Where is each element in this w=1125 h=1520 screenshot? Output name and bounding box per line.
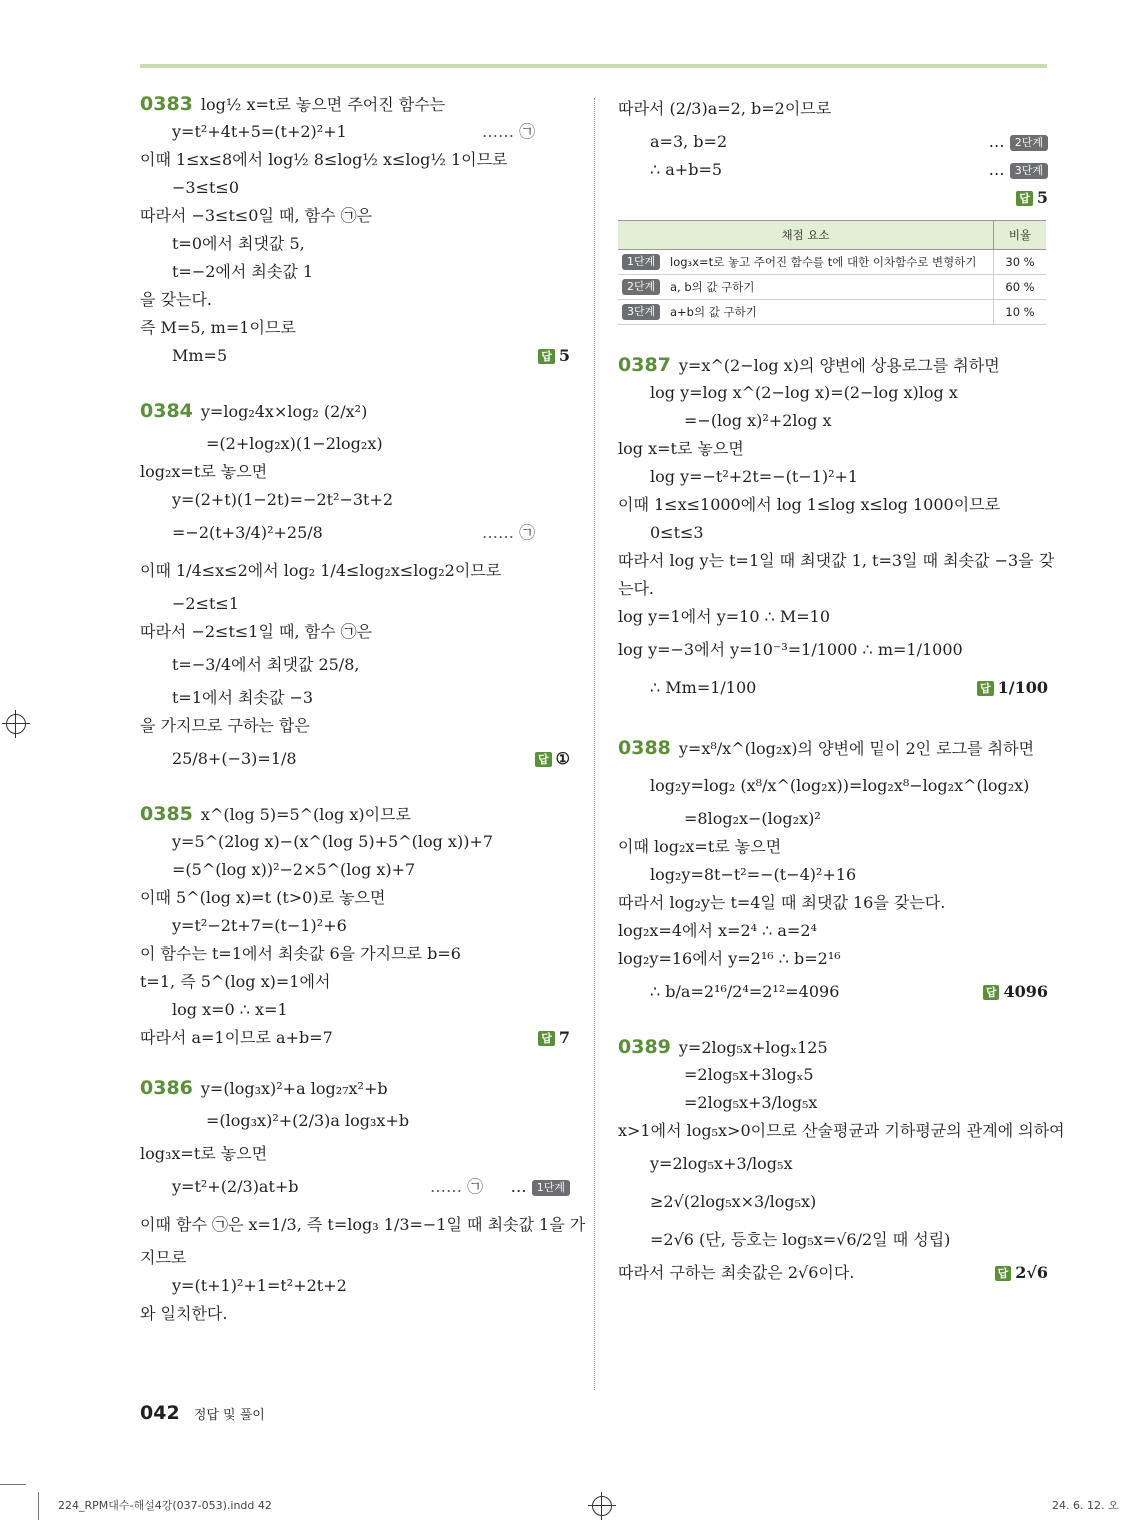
problem-0383-line: 따라서 −3≤t≤0일 때, 함수 ㉠은 <box>140 206 373 225</box>
problem-0384-line: t=1에서 최솟값 −3 <box>172 688 314 707</box>
problem-0384-line: y=(2+t)(1−2t)=−2t²−3t+2 <box>172 490 394 509</box>
scoring-desc: log₃x=t로 놓고 주어진 함수를 t에 대한 이차함수로 변형하기 <box>666 250 994 275</box>
problem-0389-line: x>1에서 log₅x>0이므로 산술평균과 기하평균의 관계에 의하여 <box>618 1121 1065 1140</box>
problem-0384-line: 따라서 −2≤t≤1일 때, 함수 ㉠은 <box>140 622 373 641</box>
page-number: 042 <box>140 1402 180 1424</box>
problem-0388-line: log₂x=4에서 x=2⁴ ∴ a=2⁴ <box>618 921 817 940</box>
problem-0389-line: ≥2√(2log₅x×3/log₅x) <box>650 1192 817 1211</box>
problem-0385-line: t=1, 즉 5^(log x)=1에서 <box>140 972 331 991</box>
answer-mark: 답 2√6 <box>995 1259 1048 1287</box>
problem-0386-line: 이때 함수 ㉠은 x=1/3, 즉 t=log₃ 1/3=−1일 때 최솟값 1을 가 <box>140 1215 586 1234</box>
equation-marker: …… ㉠ <box>482 122 536 141</box>
problem-0387-line: =−(log x)²+2log x <box>684 411 832 430</box>
problem-0385-line: y=t²−2t+7=(t−1)²+6 <box>172 916 347 935</box>
step-tag: 1단계 <box>622 254 660 270</box>
problem-0383-line: Mm=5 답 5 <box>140 342 570 370</box>
problem-number: 0384 <box>140 400 193 422</box>
problem-0387-line: log y=−3에서 y=10⁻³=1/1000 ∴ m=1/1000 <box>618 640 963 659</box>
scoring-row <box>618 250 1046 275</box>
scoring-header-item: 채점 요소 <box>618 221 994 250</box>
problem-0387-line: log y=−t²+2t=−(t−1)²+1 <box>650 467 859 486</box>
problem-0388-line: 0388 y=x⁸/x^(log₂x)의 양변에 밑이 2인 로그를 취하면 <box>618 737 1035 759</box>
problem-0388-line: ∴ b/a=2¹⁶/2⁴=2¹²=4096 답 4096 <box>618 973 1048 1011</box>
problem-number: 0386 <box>140 1077 193 1099</box>
problem-0388-line: log₂y=log₂ (x⁸/x^(log₂x))=log₂x⁸−log₂x^(log₂x) <box>650 776 1030 795</box>
problem-0384-line: −2≤t≤1 <box>172 594 240 613</box>
problem-0386-line: 지므로 <box>140 1248 187 1267</box>
answer-mark: 답 5 <box>1016 184 1048 212</box>
header-rule <box>140 64 1047 68</box>
problem-0385-line: 이 함수는 t=1에서 최솟값 6을 가지므로 b=6 <box>140 944 461 963</box>
problem-number: 0389 <box>618 1036 671 1058</box>
problem-0387-line: 0≤t≤3 <box>650 523 704 542</box>
problem-0387-line: 따라서 log y는 t=1일 때 최댓값 1, t=3일 때 최솟값 −3을 갖 <box>618 551 1055 570</box>
problem-0387-line: log y=log x^(2−log x)=(2−log x)log x <box>650 383 958 402</box>
problem-0385-line: log x=0 ∴ x=1 <box>172 1000 288 1019</box>
problem-0387-line: log x=t로 놓으면 <box>618 439 744 458</box>
scoring-table-header <box>618 221 1046 250</box>
problem-0389-line: y=2log₅x+3/log₅x <box>650 1154 793 1173</box>
crop-mark <box>0 1484 26 1485</box>
left-column <box>140 90 586 1328</box>
problem-number: 0388 <box>618 737 671 759</box>
scoring-header-ratio: 비율 <box>994 221 1047 250</box>
answer-mark: 답 5 <box>538 342 570 370</box>
problem-0388-line: 이때 log₂x=t로 놓으면 <box>618 837 782 856</box>
problem-0386-line: y=t²+(2/3)at+b …… ㉠ … 1단계 <box>140 1168 570 1206</box>
problem-0385-line: 이때 5^(log x)=t (t>0)로 놓으면 <box>140 888 386 907</box>
scoring-ratio: 10 % <box>994 300 1047 325</box>
section-title: 정답 및 풀이 <box>193 1408 265 1423</box>
problem-0385-line: y=5^(2log x)−(x^(log 5)+5^(log x))+7 <box>172 832 494 851</box>
problem-0385-line: 따라서 a=1이므로 a+b=7 답 7 <box>140 1024 570 1052</box>
problem-0388-line: =8log₂x−(log₂x)² <box>684 809 821 828</box>
problem-0385-line: =(5^(log x))²−2×5^(log x)+7 <box>172 860 416 879</box>
problem-0384-line: 을 가지므로 구하는 합은 <box>140 716 310 735</box>
step-tag: … 3단계 <box>989 156 1048 184</box>
crop-mark <box>38 1492 39 1520</box>
problem-0387-line: 이때 1≤x≤1000에서 log 1≤log x≤log 1000이므로 <box>618 495 1001 514</box>
problem-number: 0385 <box>140 803 193 825</box>
problem-number: 0387 <box>618 354 671 376</box>
problem-0385-line: 0385 x^(log 5)=5^(log x)이므로 <box>140 803 412 825</box>
scoring-desc: a+b의 값 구하기 <box>666 300 994 325</box>
problem-0388-line: log₂y=8t−t²=−(t−4)²+16 <box>650 865 857 884</box>
problem-0389-line: 따라서 구하는 최솟값은 2√6이다. 답 2√6 <box>618 1259 1048 1287</box>
problem-0383-line: t=−2에서 최솟값 1 <box>172 262 314 281</box>
problem-0384-line: t=−3/4에서 최댓값 25/8, <box>172 655 360 674</box>
problem-0386-line: y=(t+1)²+1=t²+2t+2 <box>172 1276 347 1295</box>
problem-0383-line: y=t²+4t+5=(t+2)²+1 …… ㉠ <box>140 118 570 146</box>
step-tag: 3단계 <box>622 304 660 320</box>
problem-0387-line: 는다. <box>618 579 654 598</box>
scoring-ratio: 30 % <box>994 250 1047 275</box>
answer-mark: 답 4096 <box>983 973 1048 1011</box>
problem-0384-line: =(2+log₂x)(1−2log₂x) <box>206 434 383 453</box>
step-tag: … 1단계 <box>511 1168 570 1206</box>
step-tag: 2단계 <box>622 279 660 295</box>
problem-0389-line: =2log₅x+3/log₅x <box>684 1093 818 1112</box>
problem-0386-line: 0386 y=(log₃x)²+a log₂₇x²+b <box>140 1077 388 1099</box>
problem-0386-line: 와 일치한다. <box>140 1304 228 1323</box>
scoring-row <box>618 300 1046 325</box>
problem-0386-line: 따라서 (2/3)a=2, b=2이므로 <box>618 99 832 118</box>
problem-0389-line: 0389 y=2log₅x+logₓ125 <box>618 1036 828 1058</box>
problem-0386-line: =(log₃x)²+(2/3)a log₃x+b <box>206 1111 410 1130</box>
problem-0386-line: a=3, b=2 … 2단계 <box>618 128 1048 156</box>
page-footer <box>140 1402 265 1424</box>
problem-0387-line: ∴ Mm=1/100 답 1/100 <box>618 669 1048 707</box>
problem-0389-line: =2log₅x+3logₓ5 <box>684 1065 814 1084</box>
problem-0383-line: 이때 1≤x≤8에서 log½ 8≤log½ x≤log½ 1이므로 <box>140 150 508 169</box>
scoring-ratio: 60 % <box>994 275 1047 300</box>
answer-mark: 답 1/100 <box>977 669 1048 707</box>
problem-0383-line: t=0에서 최댓값 5, <box>172 234 305 253</box>
problem-0383-line: 0383 log½ x=t로 놓으면 주어진 함수는 <box>140 93 446 115</box>
problem-0386-line: ∴ a+b=5 … 3단계 <box>618 156 1048 184</box>
problem-0384-line: 25/8+(−3)=1/8 답 ① <box>140 740 570 778</box>
registration-mark-icon <box>592 1496 612 1516</box>
scoring-row <box>618 275 1046 300</box>
equation-marker: …… ㉠ <box>430 1177 484 1196</box>
problem-0384-line: 0384 y=log₂4x×log₂ (2/x²) <box>140 400 368 422</box>
answer-mark: 답 7 <box>538 1024 570 1052</box>
problem-0386-line: log₃x=t로 놓으면 <box>140 1144 268 1163</box>
file-slug: 224_RPM대수-해설4강(037-053).indd 42 <box>58 1499 272 1512</box>
problem-0386-answer-line <box>618 184 1048 212</box>
registration-mark-icon <box>6 714 26 734</box>
step-tag: … 2단계 <box>989 128 1048 156</box>
date-slug: 24. 6. 12. 오 <box>1052 1499 1119 1512</box>
problem-0383-line: −3≤t≤0 <box>172 178 240 197</box>
problem-0388-line: 따라서 log₂y는 t=4일 때 최댓값 16을 갖는다. <box>618 893 946 912</box>
problem-0388-line: log₂y=16에서 y=2¹⁶ ∴ b=2¹⁶ <box>618 949 841 968</box>
problem-0384-line: log₂x=t로 놓으면 <box>140 462 268 481</box>
problem-0384-line: =−2(t+3/4)²+25/8 …… ㉠ <box>140 514 570 552</box>
problem-0387-line: log y=1에서 y=10 ∴ M=10 <box>618 607 831 626</box>
problem-0389-line: =2√6 (단, 등호는 log₅x=√6/2일 때 성립) <box>650 1230 951 1249</box>
problem-0383-line: 을 갖는다. <box>140 290 212 309</box>
answer-mark: 답 ① <box>535 740 570 778</box>
problem-0384-line: 이때 1/4≤x≤2에서 log₂ 1/4≤log₂x≤log₂2이므로 <box>140 561 502 580</box>
problem-0387-line: 0387 y=x^(2−log x)의 양변에 상용로그를 취하면 <box>618 354 1000 376</box>
right-column <box>618 90 1065 1287</box>
problem-number: 0383 <box>140 93 193 115</box>
column-divider <box>594 98 595 1390</box>
problem-0383-line: 즉 M=5, m=1이므로 <box>140 318 296 337</box>
scoring-table <box>618 220 1046 325</box>
equation-marker: …… ㉠ <box>482 523 536 542</box>
scoring-desc: a, b의 값 구하기 <box>666 275 994 300</box>
